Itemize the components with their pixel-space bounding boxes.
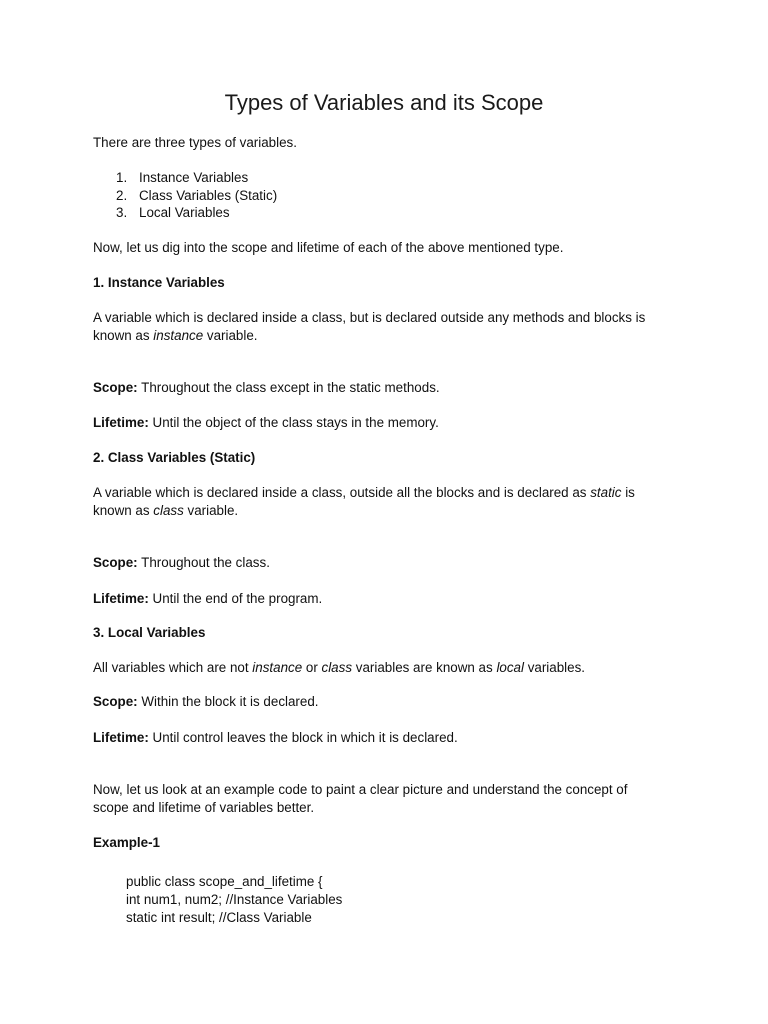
text-run: variables are known as (352, 660, 497, 675)
lifetime-label: Lifetime: (93, 730, 149, 745)
text-run: or (302, 660, 322, 675)
scope-text: Throughout the class except in the static methods. (137, 380, 440, 395)
lifetime-label: Lifetime: (93, 415, 149, 430)
page-title: Types of Variables and its Scope (224, 90, 544, 115)
scope-label: Scope: (93, 380, 138, 395)
example-intro-line-1: Now, let us look at an example code to paint a clear picture and understand the concept of (93, 782, 628, 797)
text-run: variable. (183, 503, 239, 518)
code-line: public class scope_and_lifetime { (126, 874, 323, 889)
emphasis-text: instance (252, 660, 303, 675)
class-vars-lifetime (93, 590, 693, 608)
text-run: is (621, 485, 635, 500)
instance-desc-line-1: A variable which is declared inside a class, but is declared outside any methods and blocks is (93, 310, 646, 325)
class-vars-scope (93, 554, 693, 572)
lifetime-label: Lifetime: (93, 591, 149, 606)
instance-scope (93, 379, 693, 397)
lifetime-text: Until the end of the program. (148, 591, 323, 606)
list-item-number: 3. (116, 205, 128, 220)
example-heading (93, 834, 693, 852)
text-run: A variable which is declared inside a class, outside all the blocks and is declared as (93, 485, 591, 500)
class-vars-desc-line-1 (93, 484, 693, 502)
emphasis-text: static (590, 485, 622, 500)
text-run: known as (93, 503, 154, 518)
dig-into-paragraph: Now, let us dig into the scope and lifetime of each of the above mentioned type. (93, 240, 564, 255)
list-item-label: Instance Variables (139, 170, 249, 185)
intro-paragraph: There are three types of variables. (93, 135, 297, 150)
example-heading-text: Example-1 (93, 835, 160, 850)
text-run: variables. (523, 660, 586, 675)
class-vars-desc-line-2 (93, 502, 693, 520)
list-item-number: 1. (116, 170, 128, 185)
scope-text: Within the block it is declared. (137, 694, 319, 709)
scope-label: Scope: (93, 555, 138, 570)
code-line: static int result; //Class Variable (126, 910, 312, 925)
class-vars-heading-text: 2. Class Variables (Static) (93, 450, 256, 465)
text-run: known as (93, 328, 154, 343)
instance-lifetime (93, 414, 693, 432)
text-run: variable. (203, 328, 258, 343)
example-intro-line-2: scope and lifetime of variables better. (93, 800, 315, 815)
instance-desc-line-2 (93, 327, 693, 345)
local-vars-heading (93, 624, 693, 642)
lifetime-text: Until control leaves the block in which it is declared. (148, 730, 458, 745)
local-vars-heading-text: 3. Local Variables (93, 625, 206, 640)
scope-label: Scope: (93, 694, 138, 709)
emphasis-text: instance (153, 328, 204, 343)
instance-heading (93, 274, 693, 292)
lifetime-text: Until the object of the class stays in the memory. (148, 415, 439, 430)
code-line: int num1, num2; //Instance Variables (126, 892, 343, 907)
instance-heading-text: 1. Instance Variables (93, 275, 225, 290)
text-run: All variables which are not (93, 660, 253, 675)
list-item-label: Local Variables (139, 205, 230, 220)
local-vars-desc (93, 659, 693, 677)
list-item-label: Class Variables (Static) (139, 188, 278, 203)
emphasis-text: local (496, 660, 524, 675)
local-vars-scope (93, 693, 693, 711)
class-vars-heading (93, 449, 693, 467)
local-vars-lifetime (93, 729, 693, 747)
emphasis-text: class (321, 660, 353, 675)
scope-text: Throughout the class. (137, 555, 270, 570)
list-item-number: 2. (116, 188, 128, 203)
emphasis-text: class (153, 503, 184, 518)
